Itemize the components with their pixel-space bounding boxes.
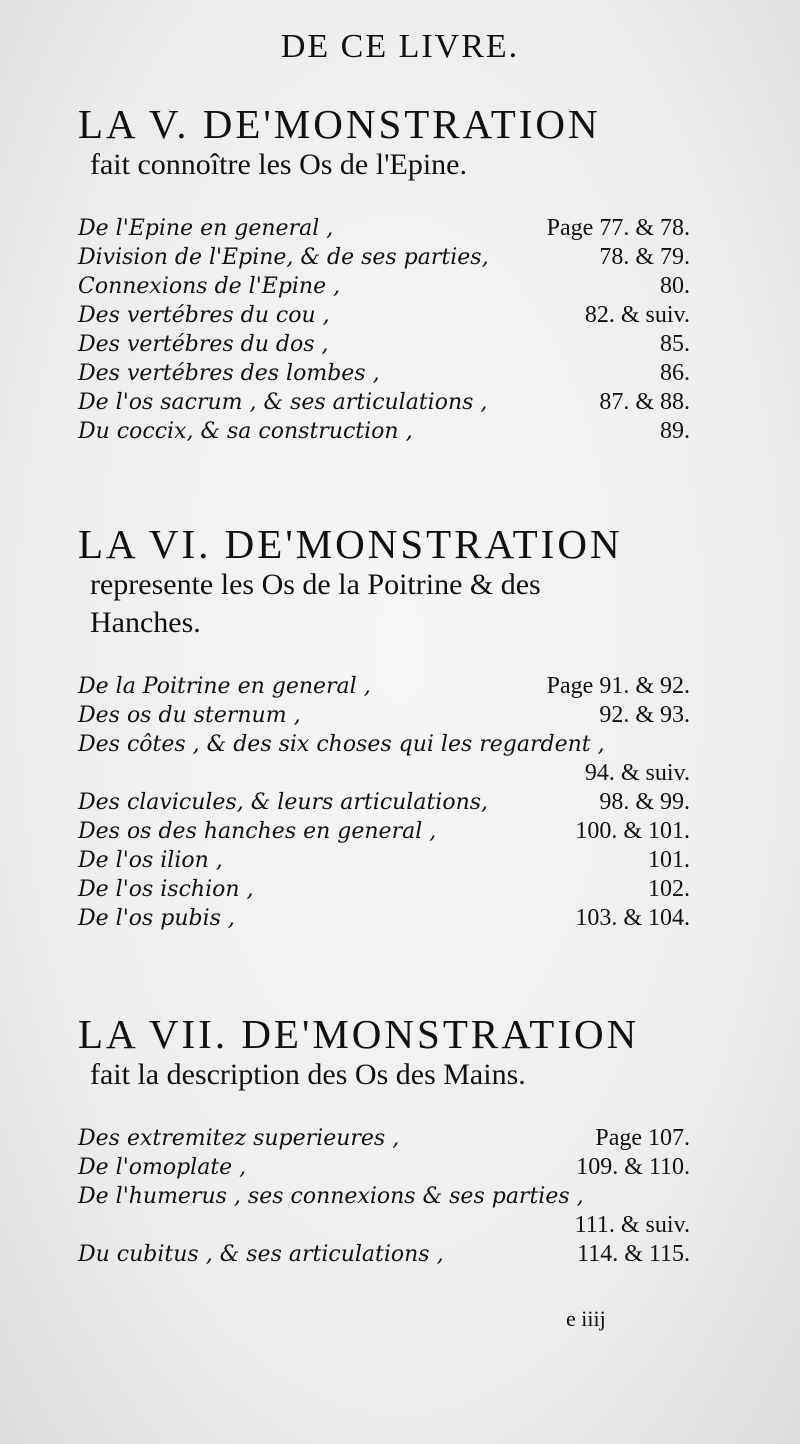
entry-page-ref: 111. & suiv. [574, 1212, 690, 1238]
entry-label: De l'os ilion , [78, 848, 223, 873]
entry-page-ref: 109. & 110. [576, 1154, 690, 1180]
entry-page-ref: Page 77. & 78. [546, 215, 690, 241]
entry-page-ref: 98. & 99. [599, 789, 690, 815]
toc-entry [78, 330, 690, 359]
entry-page-ref: 100. & 101. [575, 818, 690, 844]
entry-page-ref: 87. & 88. [599, 389, 690, 415]
entry-label: De l'os ischion , [78, 877, 254, 902]
toc-entry [78, 846, 690, 875]
toc-entry [78, 388, 690, 417]
toc-entry [78, 788, 690, 817]
entry-label: De l'os pubis , [78, 906, 235, 931]
toc-entry [78, 759, 690, 788]
entry-list [78, 214, 690, 446]
entry-label: Des vertébres des lombes , [78, 361, 380, 386]
toc-entry [78, 701, 690, 730]
toc-entry [78, 359, 690, 388]
section-title: LA VII. DE'MONSTRATION [78, 1011, 640, 1057]
entry-label: De l'omoplate , [78, 1155, 247, 1180]
toc-entry [78, 214, 690, 243]
entry-label: De la Poitrine en general , [78, 674, 371, 699]
entry-page-ref: 102. [648, 876, 690, 902]
entry-page-ref: 101. [648, 847, 690, 873]
entry-label: Des os du sternum , [78, 703, 301, 728]
entry-label: Des vertébres du dos , [78, 332, 329, 357]
entry-page-ref: 82. & suiv. [584, 302, 690, 328]
section-subtitle: fait la description des Os des Mains. [90, 1058, 526, 1091]
entry-page-ref: 92. & 93. [599, 702, 690, 728]
entry-label: Des clavicules, & leurs articulations, [78, 790, 489, 815]
entry-list [78, 672, 690, 933]
toc-entry [78, 904, 690, 933]
entry-page-ref: 89. [660, 418, 690, 444]
entry-label: De l'humerus , ses connexions & ses parties , [78, 1184, 584, 1209]
entry-page-ref: 80. [660, 273, 690, 299]
entry-list [78, 1124, 690, 1269]
section-subtitle: represente les Os de la Poitrine & des [90, 568, 541, 601]
toc-entry [78, 272, 690, 301]
entry-label: Du coccix, & sa construction , [78, 419, 413, 444]
entry-label: De l'Epine en general , [78, 216, 334, 241]
entry-label: Des os des hanches en general , [78, 819, 437, 844]
entry-label: Du cubitus , & ses articulations , [78, 1242, 444, 1267]
entry-page-ref: 103. & 104. [575, 905, 690, 931]
entry-page-ref: 78. & 79. [599, 244, 690, 270]
toc-entry [78, 1240, 690, 1269]
toc-entry [78, 672, 690, 701]
entry-page-ref: Page 107. [595, 1125, 690, 1151]
entry-page-ref: 94. & suiv. [584, 760, 690, 786]
toc-entry [78, 1124, 690, 1153]
toc-entry [78, 1182, 690, 1211]
section-subtitle: Hanches. [90, 606, 201, 639]
section-title: LA V. DE'MONSTRATION [78, 101, 601, 147]
signature-mark: e iiij [566, 1306, 606, 1331]
section-vi [78, 522, 690, 933]
toc-entry [78, 417, 690, 446]
section-vii [78, 1012, 690, 1269]
entry-page-ref: 86. [660, 360, 690, 386]
toc-entry [78, 1211, 690, 1240]
entry-label: Des vertébres du cou , [78, 303, 330, 328]
entry-label: De l'os sacrum , & ses articulations , [78, 390, 488, 415]
toc-entry [78, 243, 690, 272]
section-title: LA VI. DE'MONSTRATION [78, 521, 623, 567]
entry-page-ref: 114. & 115. [577, 1241, 690, 1267]
section-v [78, 102, 690, 446]
entry-page-ref: 85. [660, 331, 690, 357]
running-head: DE CE LIVRE. [280, 28, 520, 65]
entry-label: Des côtes , & des six choses qui les regardent , [78, 732, 605, 757]
toc-entry [78, 875, 690, 904]
entry-label: Des extremitez superieures , [78, 1126, 400, 1151]
toc-entry [78, 730, 690, 759]
toc-entry [78, 301, 690, 330]
toc-entry [78, 1153, 690, 1182]
toc-entry [78, 817, 690, 846]
entry-label: Connexions de l'Epine , [78, 274, 341, 299]
section-subtitle: fait connoître les Os de l'Epine. [90, 148, 467, 181]
entry-page-ref: Page 91. & 92. [546, 673, 690, 699]
entry-label: Division de l'Epine, & de ses parties, [78, 245, 489, 270]
